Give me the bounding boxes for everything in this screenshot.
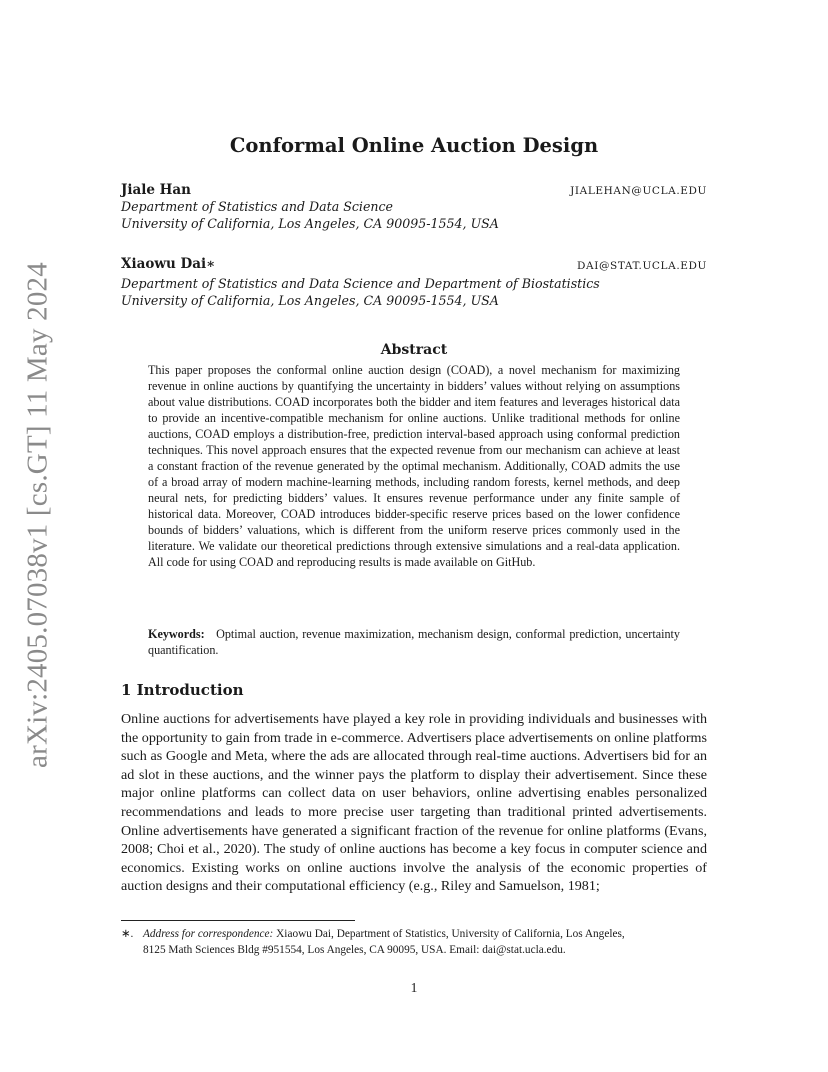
keywords-text: Optimal auction, revenue maximization, mechanism design, conformal prediction, uncertainty quantification. (148, 627, 680, 657)
paper-title: Conformal Online Auction Design (229, 134, 599, 157)
author-name: Jiale Han (121, 182, 191, 198)
footnote-text-line2: 8125 Math Sciences Bldg #951554, Los Angeles, CA 90095, USA. Email: dai@stat.ucla.edu. (143, 944, 566, 956)
abstract-text: This paper proposes the conformal online auction design (COAD), a novel mechanism for maximizing revenue in online auctions by quantifying the uncertainty in bidders’ values without relying on assumptions about value distributions. COAD incorporates both the bidder and item features and leverages historical data to provide an incentive-compatible mechanism for online auctions. Unlike traditional methods for online auctions, COAD employs a distribution-free, prediction interval-based approach using conformal prediction techniques. This novel approach ensures that the expected revenue from our mechanism can achieve at least a constant fraction of the revenue generated by the optimal mechanism. Additionally, COAD admits the use of a broad array of modern machine-learning methods, including random forests, kernel methods, and deep neural nets, for predicting bidders’ values. It ensures revenue performance under any finite sample of historical data. Moreover, COAD introduces bidder-specific reserve prices based on the lower confidence bounds of bidders’ valuations, which is different from the uniform reserve prices commonly used in the literature. We validate our theoretical predictions through extensive simulations and a real-data application. All code for using COAD and reproducing results is made available on GitHub. (148, 363, 680, 569)
author-affiliation: University of California, Los Angeles, CA 90095-1554, USA (121, 293, 499, 308)
author-affiliation: University of California, Los Angeles, CA 90095-1554, USA (121, 216, 499, 231)
footnote (121, 926, 707, 958)
author-email: JIALEHAN@UCLA.EDU (570, 185, 707, 197)
footnote-label: Address for correspondence: (143, 928, 274, 940)
footnote-text: Xiaowu Dai, Department of Statistics, University of California, Los Angeles, (276, 928, 625, 940)
keywords-label: Keywords: (148, 627, 205, 641)
page-number: 1 (410, 980, 418, 995)
author-email: DAI@STAT.UCLA.EDU (577, 260, 707, 272)
section-heading: 1 Introduction (121, 681, 244, 699)
footnote-rule (121, 920, 355, 921)
section-text: Online auctions for advertisements have played a key role in providing individuals and businesses with the opportunity to gain from trade in e-commerce. Advertisers place advertisements on online platforms such as Google and Meta, where the ads are allocated through real-time auctions. Advertisers bid for an ad slot in these auctions, and the winner pays the platform to display their advertisement. Since these major online platforms can collect data on user behaviors, online advertising enables personalized recommendations and leads to more precise user targeting than traditional printed advertisements. Online advertisements have generated a significant fraction of the revenue for online platforms (Evans, 2008; Choi et al., 2020). The study of online auctions has become a key focus in computer science and economics. Existing works on online auctions involve the analysis of the economic properties of auction designs and their computational efficiency (e.g., Riley and Samuelson, 1981; (121, 711, 707, 895)
author-affiliation: Department of Statistics and Data Science (121, 199, 394, 214)
author-affiliation: Department of Statistics and Data Science and Department of Biostatistics (121, 276, 600, 291)
arxiv-identifier-stamp: arXiv:2405.07038v1 [cs.GT] 11 May 2024 (21, 262, 54, 768)
author-name: Xiaowu Dai∗ (121, 256, 216, 272)
abstract-heading: Abstract (380, 342, 448, 358)
footnote-mark: ∗. (121, 928, 134, 940)
keywords (148, 626, 680, 658)
